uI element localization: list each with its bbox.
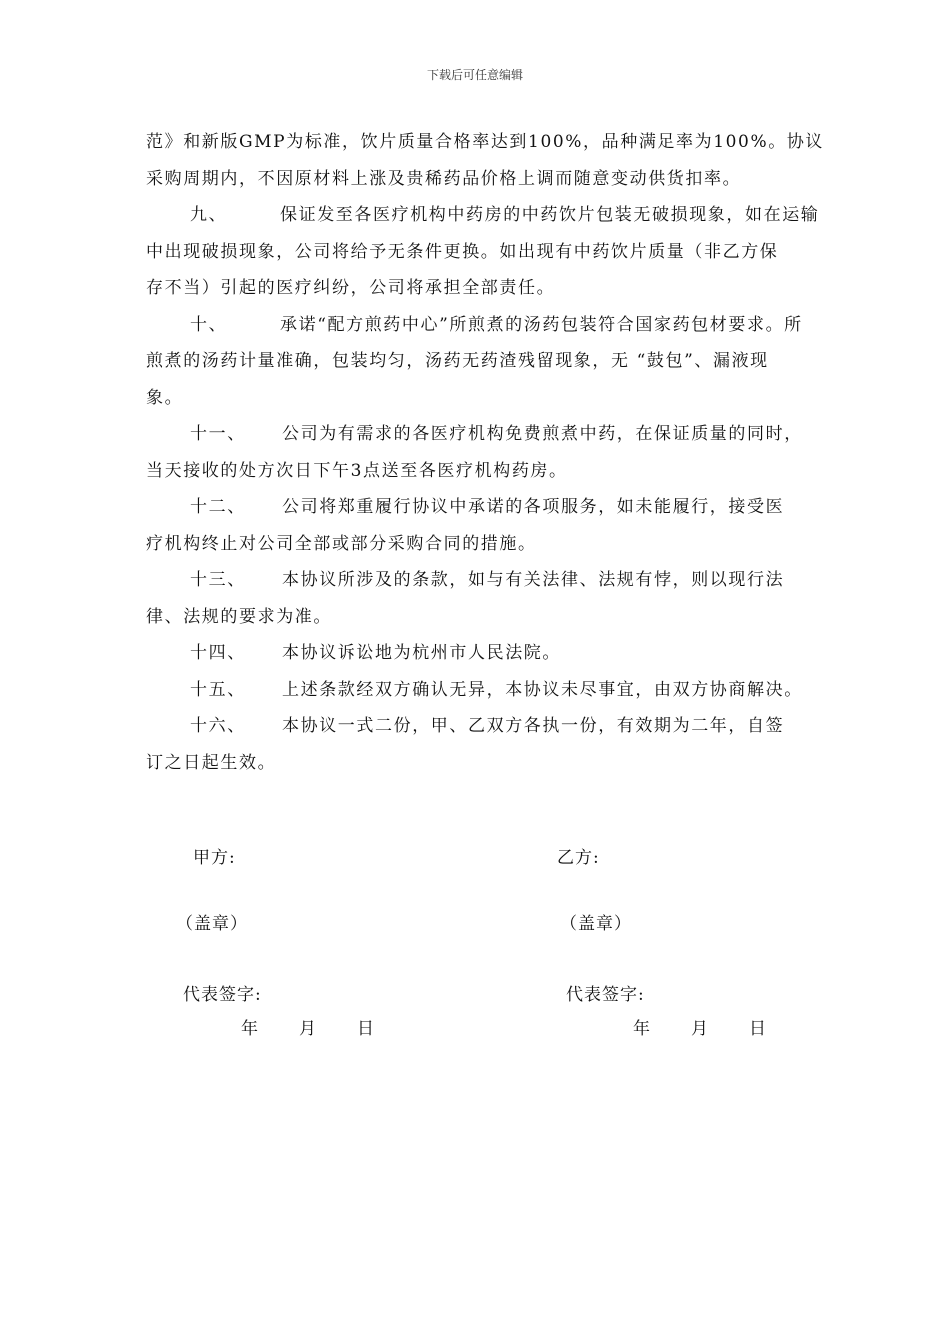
date-a (241, 1014, 375, 1039)
text-line: 煎煮的汤药计量准确，包装均匀，汤药无药渣残留现象，无 “鼓包”、漏液现 (146, 351, 769, 371)
date-month: 月 (299, 1019, 317, 1039)
clause-10 (146, 307, 818, 344)
clause-16 (146, 708, 818, 745)
seal-b: （盖章） (560, 914, 632, 934)
clause-number: 十一、 (190, 424, 246, 444)
clause-9 (146, 197, 818, 234)
clause-text: 公司将郑重履行协议中承诺的各项服务，如未能履行，接受医 (282, 497, 785, 517)
rep-sign-a: 代表签字: (183, 985, 262, 1005)
date-b (633, 1014, 767, 1039)
date-year: 年 (241, 1019, 259, 1039)
clause-number: 十五、 (190, 679, 246, 700)
clause-text: 本协议诉讼地为杭州市人民法院。 (282, 643, 561, 663)
date-year: 年 (633, 1019, 651, 1039)
text-line: 订之日起生效。 (146, 752, 277, 773)
rep-sign-b: 代表签字: (566, 985, 645, 1005)
text-line: 象。 (146, 387, 184, 408)
date-month: 月 (691, 1019, 709, 1039)
text-line: 采购周期内，不因原材料上涨及贵稀药品价格上调而随意变动供货扣率。 (146, 168, 742, 189)
clause-14 (146, 635, 818, 672)
clause-number: 十、 (190, 314, 228, 335)
clause-text: 承诺“配方煎药中心”所煎煮的汤药包装符合国家药包材要求。所 (280, 314, 803, 335)
clause-number: 九、 (190, 205, 228, 225)
date-day: 日 (357, 1019, 375, 1039)
party-a-label: 甲方: (193, 848, 236, 868)
text-line: 中出现破损现象，公司将给予无条件更换。如出现有中药饮片质量（非乙方保 (146, 241, 779, 262)
agreement-body (146, 124, 825, 781)
text-line: 当天接收的处方次日下午3点送至各医疗机构药房。 (146, 460, 568, 481)
party-b-label: 乙方: (557, 848, 600, 868)
clause-number: 十六、 (190, 716, 246, 736)
clause-number: 十三、 (190, 570, 246, 590)
clause-15 (146, 672, 818, 709)
clause-number: 十二、 (190, 497, 246, 517)
clause-text: 上述条款经双方确认无异，本协议未尽事宜，由双方协商解决。 (282, 679, 803, 700)
clause-text: 公司为有需求的各医疗机构免费煎煮中药，在保证质量的同时， (282, 424, 803, 444)
clause-13 (146, 562, 818, 599)
text-line: 疗机构终止对公司全部或部分采购合同的措施。 (146, 533, 537, 554)
seal-a: （盖章） (176, 914, 248, 934)
text-line: 范》和新版GMP为标准，饮片质量合格率达到100%，品种满足率为100%。协议 (146, 132, 825, 152)
header-watermark: 下载后可任意编辑 (426, 68, 523, 82)
clause-text: 本协议一式二份，甲、乙双方各执一份，有效期为二年，自签 (282, 716, 785, 736)
clause-11 (146, 416, 818, 453)
text-line: 存不当）引起的医疗纠纷，公司将承担全部责任。 (146, 278, 556, 298)
date-day: 日 (749, 1019, 767, 1039)
clause-number: 十四、 (190, 643, 246, 663)
clause-12 (146, 489, 818, 526)
clause-text: 保证发至各医疗机构中药房的中药饮片包装无破损现象，如在运输 (280, 205, 820, 225)
clause-text: 本协议所涉及的条款，如与有关法律、法规有悖，则以现行法 (282, 570, 785, 590)
text-line: 律、法规的要求为准。 (146, 606, 332, 627)
